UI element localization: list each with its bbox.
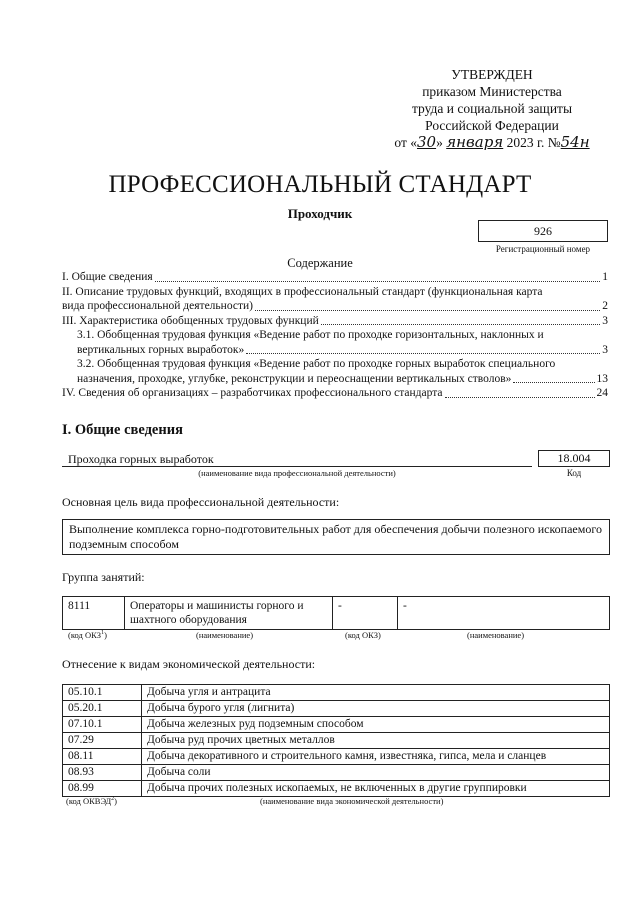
order-prefix: от «	[394, 135, 417, 150]
okz-name-caption: (наименование)	[196, 630, 254, 640]
section-heading: I. Общие сведения	[62, 422, 183, 438]
okved-name-cell: Добыча прочих полезных ископаемых, не включенных в другие группировки	[142, 781, 610, 797]
order-year: 2023 г. №	[506, 135, 561, 150]
toc-entry-text: вертикальных горных выработок»	[77, 343, 245, 356]
approval-line: УТВЕРЖДЕН	[451, 67, 533, 82]
okz-name-cell: -	[398, 597, 610, 630]
okz-name-caption: (наименование)	[467, 630, 525, 640]
document-subtitle: Проходчик	[287, 206, 353, 221]
okz-code-caption: (код ОКЗ$^1$)	[68, 630, 107, 640]
toc-entry[interactable]	[62, 314, 608, 329]
toc-entry-text: назначения, проходке, углубке, реконструкции и переоснащении вертикальных стволов»	[77, 372, 512, 385]
table-row	[63, 781, 610, 797]
toc-entry[interactable]	[62, 328, 608, 357]
table-row	[63, 733, 610, 749]
okz-code-cell: -	[333, 597, 398, 630]
toc-leader	[155, 281, 601, 282]
table-row	[63, 765, 610, 781]
okved-name-cell: Добыча угля и антрацита	[142, 685, 610, 701]
okved-name-cell: Добыча декоративного и строительного камня, известняка, гипса, мела и сланцев	[142, 749, 610, 765]
order-date-line	[372, 134, 612, 151]
toc-entry-text: I. Общие сведения	[62, 271, 153, 283]
okved-name-cell: Добыча бурого угля (лигнита)	[142, 701, 610, 717]
goal-text-box: Выполнение комплекса горно-подготовительных работ для обеспечения добычи полезного ископаемого подземным способом	[62, 519, 610, 555]
toc-page-number: 24	[596, 387, 608, 399]
table-row	[63, 749, 610, 765]
toc-entry-text: вида профессиональной деятельности)	[62, 300, 253, 312]
occupation-group-table	[62, 596, 610, 630]
document-title: ПРОФЕССИОНАЛЬНЫЙ СТАНДАРТ	[108, 171, 532, 198]
table-row	[63, 685, 610, 701]
toc-page-number: 2	[602, 300, 608, 312]
toc-page-number: 3	[602, 343, 608, 356]
order-number-handwritten: 54н	[560, 133, 590, 151]
okved-code-cell: 05.20.1	[63, 701, 142, 717]
table-of-contents	[62, 270, 608, 401]
toc-leader	[513, 382, 594, 383]
okved-code-caption: (код ОКВЭД$^2$)	[66, 796, 117, 806]
okved-code-cell: 07.10.1	[63, 717, 142, 733]
toc-leader	[445, 397, 595, 398]
okved-name-caption: (наименование вида экономической деятельности)	[260, 796, 444, 806]
toc-leader	[246, 353, 600, 354]
toc-heading: Содержание	[287, 256, 353, 270]
okz-name-cell: Операторы и машинисты горного и шахтного оборудования	[125, 597, 333, 630]
activity-name: Проходка горных выработок	[62, 452, 532, 467]
order-day-handwritten: 30	[416, 133, 437, 151]
approval-block	[372, 66, 612, 151]
toc-leader	[255, 310, 600, 311]
okved-code-cell: 08.93	[63, 765, 142, 781]
activity-caption: (наименование вида профессиональной деятельности)	[198, 468, 396, 478]
okved-code-cell: 05.10.1	[63, 685, 142, 701]
okved-name-cell: Добыча руд прочих цветных металлов	[142, 733, 610, 749]
toc-entry[interactable]	[62, 357, 608, 386]
okved-code-cell: 08.99	[63, 781, 142, 797]
registration-number-label: Регистрационный номер	[495, 244, 591, 254]
registration-number-box: 926	[478, 220, 608, 242]
toc-leader	[321, 324, 600, 325]
toc-entry[interactable]	[62, 285, 608, 314]
table-row	[63, 701, 610, 717]
okved-code-cell: 07.29	[63, 733, 142, 749]
toc-page-number: 1	[602, 271, 608, 283]
order-mid: »	[436, 135, 443, 150]
approval-line: Российской Федерации	[425, 118, 559, 133]
table-row	[63, 597, 610, 630]
toc-entry-text: III. Характеристика обобщенных трудовых функций	[62, 314, 319, 327]
okz-code-cell: 8111	[63, 597, 125, 630]
toc-entry-text: 3.1. Обобщенная трудовая функция «Ведение работ по проходке горизонтальных, наклонных и	[77, 329, 544, 341]
okved-name-cell: Добыча железных руд подземным способом	[142, 717, 610, 733]
approval-line: труда и социальной защиты	[411, 101, 573, 116]
okved-code-cell: 08.11	[63, 749, 142, 765]
toc-entry-text: 3.2. Обобщенная трудовая функция «Ведение работ по проходке горных выработок специального	[77, 358, 556, 370]
toc-entry[interactable]	[62, 386, 608, 401]
approval-line: приказом Министерства	[422, 84, 562, 99]
economic-activity-table	[62, 684, 610, 797]
activity-code-box: 18.004	[538, 450, 610, 467]
goal-label: Основная цель вида профессиональной деятельности:	[62, 495, 340, 509]
economic-activity-label: Отнесение к видам экономической деятельности:	[62, 657, 316, 671]
toc-entry[interactable]	[62, 270, 608, 285]
activity-code-label: Код	[566, 468, 582, 478]
toc-page-number: 13	[596, 372, 608, 385]
toc-entry-text: IV. Сведения об организациях – разработчиках профессионального стандарта	[62, 387, 443, 399]
order-month-handwritten: января	[446, 133, 504, 151]
toc-entry-text: II. Описание трудовых функций, входящих в профессиональный стандарт (функциональная карта	[62, 285, 543, 298]
okved-name-cell: Добыча соли	[142, 765, 610, 781]
okz-code-caption: (код ОКЗ)	[345, 630, 381, 640]
occupation-group-label: Группа занятий:	[62, 570, 145, 584]
toc-page-number: 3	[602, 314, 608, 327]
activity-field	[62, 452, 532, 478]
table-row	[63, 717, 610, 733]
